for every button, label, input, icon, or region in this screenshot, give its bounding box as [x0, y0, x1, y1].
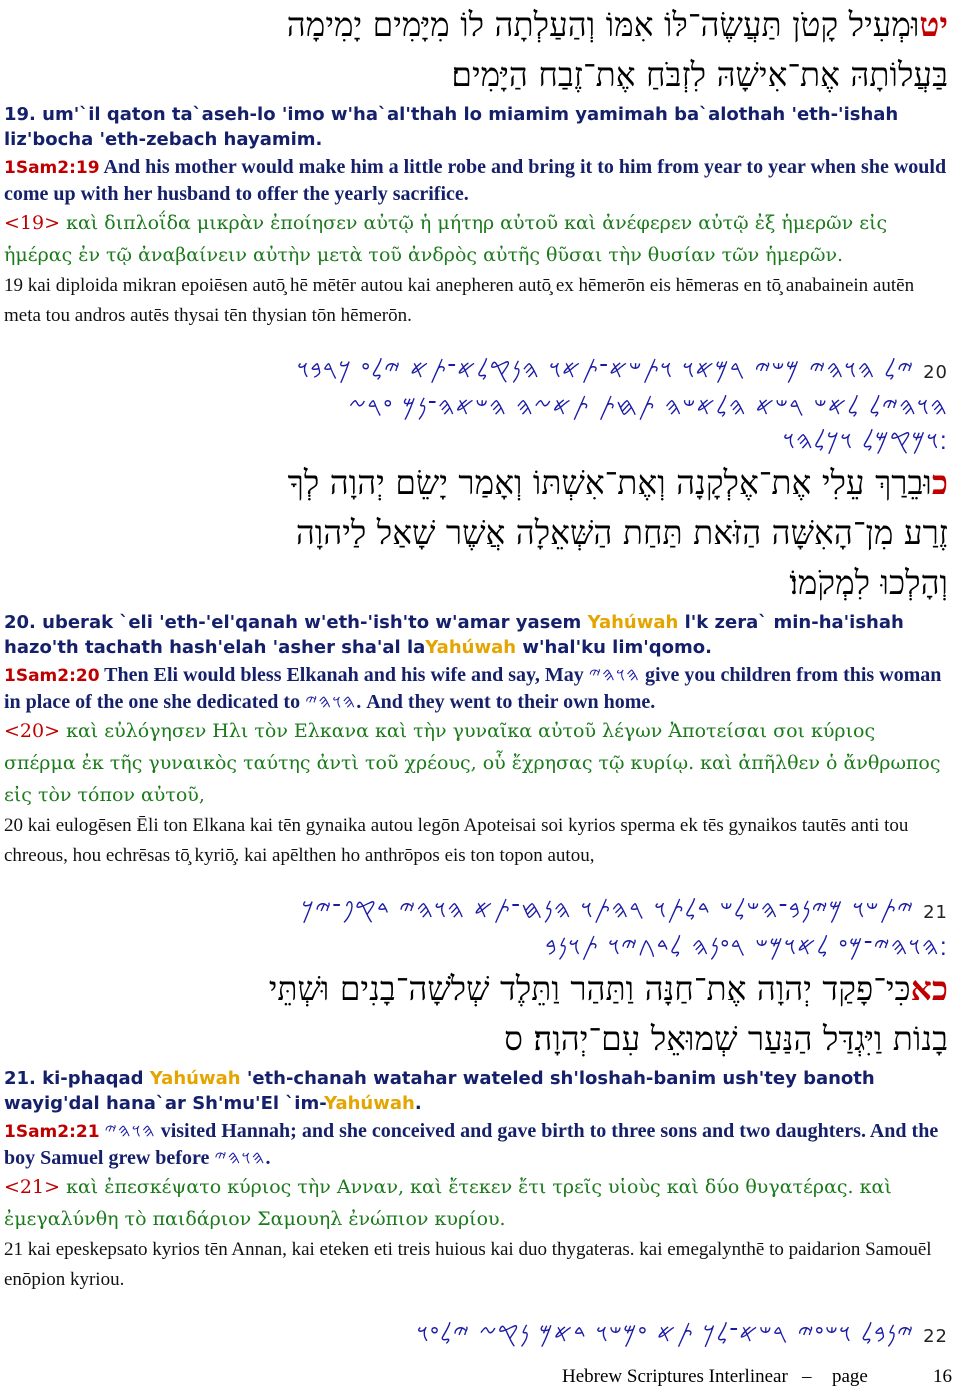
transliteration	[4, 1066, 948, 1116]
hebrew-verse-number: כא	[910, 969, 948, 1008]
greek-verse-number: <20>	[4, 720, 61, 742]
greek-text	[4, 207, 948, 271]
paleo-verse-number: 20	[923, 362, 948, 383]
page-number: 16	[933, 1366, 952, 1387]
divine-name: Yahúwah	[587, 612, 679, 633]
verse-reference: 1Sam2:20	[4, 666, 100, 686]
hebrew-text: כִּי־פָקַד יְהוָה אֶת־חַנָּה וַתַּהַר וַתֵּלֶד שְׁלֹשָׁה־בָנִים וּשְׁתֵּי	[268, 969, 911, 1008]
transliteration: 19. um'`il qaton ta`aseh-lo 'imo w'ha`al'thah lo miamim yamimah ba`alothah 'eth-'ishah liz'bocha 'eth-zebach hayamim.	[4, 104, 899, 150]
paleo-hebrew-line	[4, 1317, 948, 1354]
translit-part: 20. uberak `eli 'eth-'el'qanah w'eth-'ish'to w'amar yasem	[4, 612, 588, 633]
footer-page-label: page	[832, 1366, 868, 1387]
hebrew-line: וְהָלְכוּ לִמְקֹמוֹ׃	[789, 563, 948, 602]
hebrew-verse-number: יט	[919, 5, 948, 44]
greek-verse-number: <19>	[4, 212, 61, 234]
paleo-hebrew-line: 𐤄𐤅𐤄𐤉𐤋 𐤋𐤀𐤔 𐤓𐤔𐤀 𐤄𐤋𐤀𐤔𐤄 𐤕𐤇𐤕 𐤕𐤀𐤆𐤄 𐤄𐤔𐤀𐤄־𐤍𐤌 𐤏𐤓𐤆	[348, 392, 948, 421]
greek-transliteration: 19 kai diploida mikran epoiēsen autō̧ hē mētēr autou kai anepheren autō̧ ex hēmerōn eis hēmeras en tō̧ anabainein autēn meta tou andros autēs thysai tēn thysian tōn hēmerōn.	[4, 275, 915, 326]
verse-reference: 1Sam2:19	[4, 158, 100, 178]
footer-title: Hebrew Scriptures Interlinear	[562, 1366, 788, 1387]
english-part: .	[265, 1147, 271, 1169]
paleo-divine-name: 𐤄𐤅𐤄𐤉	[214, 1147, 266, 1169]
hebrew-line	[4, 0, 948, 50]
hebrew-text: וּבֵרַךְ עֵלִי אֶת־אֶלְקָנָה וְאֶת־אִשְׁתּוֹ וְאָמַר יָשֵׂם יְהוָה לְךָ	[287, 463, 932, 502]
hebrew-verse-number: כ	[931, 463, 948, 502]
paleo-divine-name: 𐤄𐤅𐤄𐤉	[588, 664, 640, 686]
greek-text	[4, 715, 948, 811]
verse-20	[4, 353, 948, 871]
translit-part: 'eth-chanah watahar wateled sh'loshah-banim ush'tey banoth wayig'dal hana`ar Sh'mu'El `im-	[4, 1068, 875, 1114]
hebrew-line	[4, 458, 948, 508]
verse-19	[4, 0, 948, 331]
translit-part: 21. ki-phaqad	[4, 1068, 150, 1089]
verse-22	[4, 1317, 948, 1354]
transliteration	[4, 610, 948, 660]
hebrew-line: זֶרַע מִן־הָאִשָּׁה הַזֹּאת תַּחַת הַשְּׁאֵלָה אֲשֶׁר שָׁאַל לַיהוָה	[295, 513, 948, 552]
paleo-verse-number: 21	[923, 902, 948, 923]
translit-part: w'hal'ku lim'qomo.	[516, 637, 712, 658]
paleo-hebrew-line: ׃𐤅𐤌𐤒𐤌𐤋 𐤅𐤊𐤋𐤄𐤅	[782, 426, 948, 455]
divine-name: Yahúwah	[425, 637, 517, 658]
hebrew-line: בָנוֹת וַיִּגְדַּל הַנַּעַר שְׁמוּאֵל עִם־יְהוָה׃ ס	[504, 1019, 948, 1058]
translit-part: l'k zera` min-ha'ishah hazo'th tachath hash'elah 'asher sha'al la	[4, 612, 904, 658]
greek-verse-number: <21>	[4, 1176, 61, 1198]
greek-transliteration: 20 kai eulogēsen Ēli ton Elkana kai tēn gynaika autou legōn Apoteisai soi kyrios sperma ek tēs gynaikos tautēs anti tou chreous, hou echrēsas tō̧ kyriō̧. kai apēlthen ho anthrōpos eis ton topon autou,	[4, 815, 909, 866]
english-translation	[4, 662, 948, 715]
footer-dash: –	[802, 1366, 812, 1387]
english-part: visited Hannah; and she conceived and gave birth to three sons and two daughters. And the boy Samuel grew before	[4, 1120, 939, 1169]
english-translation	[4, 154, 948, 207]
greek-body: καὶ εὐλόγησεν Ηλι τὸν Ελκανα καὶ τὴν γυναῖκα αὐτοῦ λέγων Ἀποτείσαι σοι κύριος σπέρμα ἐκ τῆς γυναικὸς ταύτης ἀντὶ τοῦ χρέους, οὗ ἔχρησας τῷ κυρίῳ. καὶ ἀπῆλθεν ὁ ἄνθρωπος εἰς τὸν τόπον αὐτοῦ,	[4, 720, 941, 806]
greek-body: καὶ διπλοΐδα μικρὰν ἐποίησεν αὐτῷ ἡ μήτηρ αὐτοῦ καὶ ἀνέφερεν αὐτῷ ἐξ ἡμερῶν εἰς ἡμέρας ἐν τῷ ἀναβαίνειν αὐτὴν μετὰ τοῦ ἀνδρὸς αὐτῆς θῦσαι τὴν θυσίαν τῶν ἡμερῶν.	[4, 212, 888, 266]
paleo-verse-number: 22	[923, 1326, 948, 1347]
english-part: Then Eli would bless Elkanah and his wife and say, May	[99, 664, 589, 686]
verse-21	[4, 893, 948, 1295]
paleo-hebrew-line: ׃𐤄𐤅𐤄𐤉־𐤌𐤏 𐤋𐤀𐤅𐤌𐤔 𐤓𐤏𐤍𐤄 𐤋𐤃𐤂𐤉𐤅 𐤕𐤅𐤍𐤁	[545, 932, 948, 961]
paleo-hebrew-line	[4, 353, 948, 390]
greek-text	[4, 1171, 948, 1235]
greek-body: καὶ ἐπεσκέψατο κύριος τὴν Ανναν, καὶ ἔτεκεν ἔτι τρεῖς υἱοὺς καὶ δύο θυγατέρας. καὶ ἐμεγαλύνθη τὸ παιδάριον Σαμουηλ ἐνώπιον κυρίου.	[4, 1176, 892, 1230]
translit-part: .	[414, 1093, 422, 1114]
paleo-text: 𐤉𐤕𐤔𐤅 𐤌𐤉𐤍𐤁־𐤄𐤔𐤋𐤔 𐤃𐤋𐤕𐤅 𐤓𐤄𐤕𐤅 𐤄𐤍𐤇־𐤕𐤀 𐤄𐤅𐤄𐤉 𐤃𐤒𐤐־𐤉𐤊	[301, 895, 915, 924]
paleo-divine-name: 𐤄𐤅𐤄𐤉	[104, 1120, 156, 1142]
paleo-divine-name: 𐤄𐤅𐤄𐤉	[305, 691, 357, 713]
english-translation	[4, 1118, 948, 1171]
paleo-text: 𐤉𐤍𐤁𐤋 𐤅𐤔𐤏𐤉 𐤓𐤔𐤀־𐤋𐤊 𐤕𐤀 𐤏𐤌𐤔𐤅 𐤃𐤀𐤌 𐤍𐤒𐤆 𐤉𐤋𐤏𐤅	[416, 1319, 915, 1348]
verse-reference: 1Sam2:21	[4, 1122, 100, 1142]
english-part: . And they went to their own home.	[356, 691, 656, 713]
english-text: And his mother would make him a little robe and bring it to him from year to year when she would come up with her husband to offer the yearly sacrifice.	[4, 156, 947, 205]
hebrew-line: בַּעֲלוֹתָהּ אֶת־אִישָׁהּ לִזְבֹּחַ אֶת־זֶבַח הַיָּמִים׃	[451, 55, 948, 94]
hebrew-line	[4, 964, 948, 1014]
divine-name: Yahúwah	[324, 1093, 415, 1114]
english-part: give you children from this woman in place of the one she dedicated to	[4, 664, 942, 713]
paleo-hebrew-line	[4, 893, 948, 930]
divine-name: Yahúwah	[149, 1068, 241, 1089]
greek-transliteration: 21 kai epeskepsato kyrios tēn Annan, kai eteken eti treis huious kai duo thygateras. kai emegalynthē to paidarion Samouēl enōpion kyriou.	[4, 1239, 932, 1290]
paleo-text: 𐤉𐤋 𐤄𐤅𐤄𐤉 𐤌𐤔𐤉 𐤓𐤌𐤀𐤅 𐤅𐤕𐤔𐤀־𐤕𐤀𐤅 𐤄𐤍𐤒𐤋𐤀־𐤕𐤀 𐤉𐤋𐤏 𐤊𐤓𐤁𐤅	[296, 355, 915, 384]
hebrew-text: וּמְעִיל קָטֹן תַּעֲשֶׂה־לּוֹ אִמּוֹ וְהַעַלְתָה לוֹ מִיָּמִים יָמִימָה	[286, 5, 920, 44]
